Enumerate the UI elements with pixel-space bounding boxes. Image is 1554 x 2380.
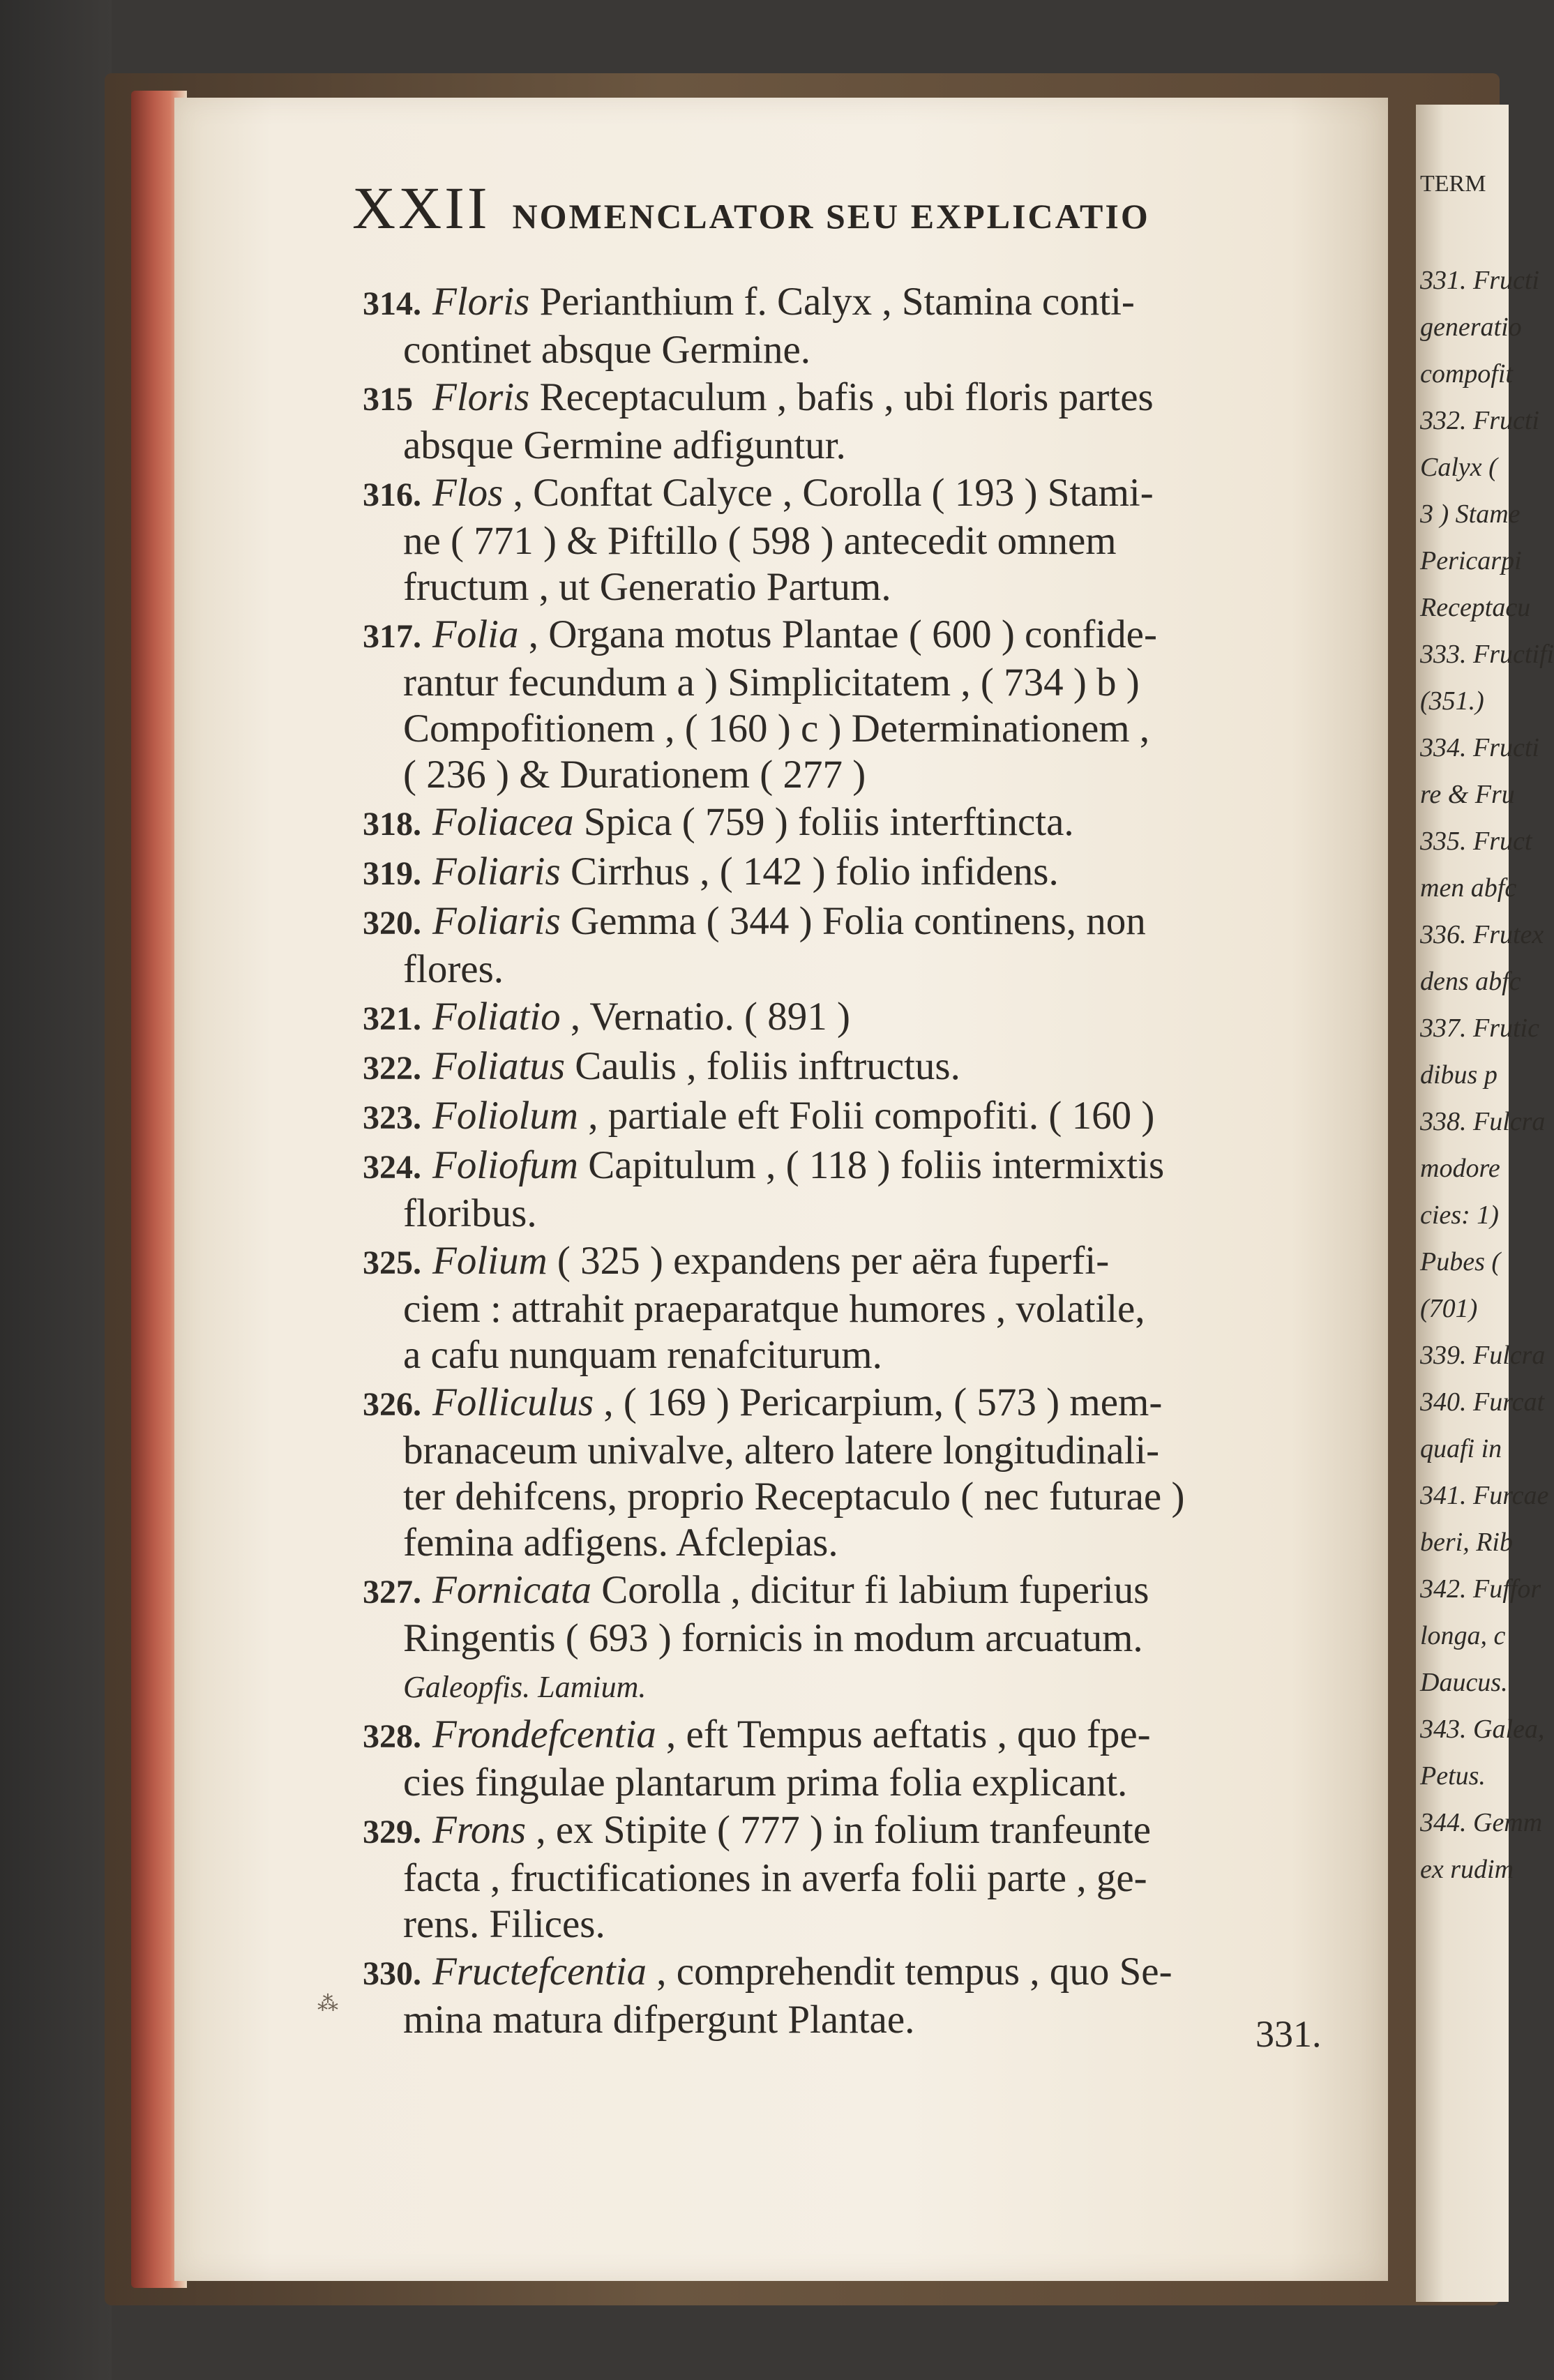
entry-term: Floris bbox=[432, 375, 530, 419]
entry-text: cies fingulae plantarum prima folia explicant. bbox=[403, 1761, 1128, 1805]
facing-page-line: 340. Furcat bbox=[1420, 1387, 1545, 1417]
entry-line bbox=[363, 279, 1339, 327]
entry-text: Floris Receptaculum , bafis , ubi floris partes bbox=[432, 375, 1154, 419]
running-title: NOMENCLATOR SEU EXPLICATIO bbox=[512, 197, 1150, 236]
glossary-entry bbox=[363, 1949, 1339, 2043]
entry-line bbox=[363, 994, 1339, 1042]
entry-term: Frondefcentia bbox=[432, 1712, 656, 1756]
entry-text: flores. bbox=[403, 947, 504, 991]
entry-number: 327. bbox=[363, 1574, 421, 1611]
entry-term: Folia bbox=[432, 612, 519, 656]
entry-term: Foliaris bbox=[432, 899, 561, 943]
entry-text: Floris Perianthium f. Calyx , Stamina conti- bbox=[432, 280, 1135, 324]
facing-page-line: 341. Furcae bbox=[1420, 1481, 1549, 1510]
facing-page-line: 332. Fructi bbox=[1420, 406, 1539, 435]
entry-text: continet absque Germine. bbox=[403, 328, 811, 372]
facing-page-line: cies: 1) bbox=[1420, 1200, 1499, 1230]
entry-number: 319. bbox=[363, 855, 421, 892]
facing-page-line: Pubes ( bbox=[1420, 1247, 1501, 1276]
entry-text: Foliatio , Vernatio. ( 891 ) bbox=[432, 995, 850, 1039]
facing-page-line: 344. Gemm bbox=[1420, 1808, 1543, 1837]
entry-text: Frons , ex Stipite ( 777 ) in folium tranfeunte bbox=[432, 1808, 1152, 1852]
entry-line bbox=[363, 1474, 1339, 1520]
entry-line bbox=[363, 1949, 1339, 1997]
entry-line bbox=[363, 1855, 1339, 1901]
facing-page-line: men abfc bbox=[1420, 873, 1517, 903]
entry-term: Foliofum bbox=[432, 1143, 578, 1187]
glossary-entry bbox=[363, 1807, 1339, 1948]
glossary-entry bbox=[363, 849, 1339, 897]
facing-page-line: ex rudim bbox=[1420, 1855, 1514, 1884]
entry-text: Foliatus Caulis , foliis inftructus. bbox=[432, 1044, 960, 1088]
entry-line bbox=[363, 1760, 1339, 1806]
glossary-entry bbox=[363, 1238, 1339, 1378]
entry-line bbox=[363, 1093, 1339, 1141]
facing-page-line: compofit bbox=[1420, 359, 1513, 389]
entry-text: Foliaris Gemma ( 344 ) Folia continens, non bbox=[432, 899, 1146, 943]
entry-text: Galeopfis. Lamium. bbox=[403, 1670, 647, 1704]
glossary-entry bbox=[363, 1093, 1339, 1141]
facing-page-line: 3 ) Stame bbox=[1420, 499, 1521, 529]
glossary-entry bbox=[363, 279, 1339, 373]
facing-page-line: 342. Fuffor bbox=[1420, 1574, 1541, 1604]
facing-page-line: 343. Galea, bbox=[1420, 1715, 1545, 1744]
entry-text: Folia , Organa motus Plantae ( 600 ) confide- bbox=[432, 612, 1157, 656]
facing-page-line: quafi in bbox=[1420, 1434, 1502, 1463]
glossary-entry bbox=[363, 1143, 1339, 1237]
entry-line bbox=[363, 1428, 1339, 1474]
entry-line bbox=[363, 518, 1339, 564]
entry-number: 320. bbox=[363, 905, 421, 942]
entry-number: 329. bbox=[363, 1814, 421, 1851]
entry-number: 324. bbox=[363, 1149, 421, 1186]
entry-text: Fornicata Corolla , dicitur fi labium fuperius bbox=[432, 1568, 1149, 1612]
glossary-entry bbox=[363, 799, 1339, 848]
entry-number: 321. bbox=[363, 1000, 421, 1037]
entry-number: 328. bbox=[363, 1718, 421, 1755]
entry-number: 326. bbox=[363, 1386, 421, 1423]
entry-line bbox=[363, 1238, 1339, 1286]
entry-number: 318. bbox=[363, 806, 421, 843]
entry-text: Foliolum , partiale eft Folii compofiti. ( 160 ) bbox=[432, 1094, 1155, 1138]
entry-text: absque Germine adfiguntur. bbox=[403, 423, 846, 467]
entry-line bbox=[363, 660, 1339, 706]
facing-page-line: 333. Fructifi bbox=[1420, 640, 1554, 669]
facing-page-line: 335. Fruct bbox=[1420, 827, 1532, 856]
entry-number: 314. bbox=[363, 285, 421, 322]
facing-page-line: (351.) bbox=[1420, 686, 1484, 716]
entry-line bbox=[363, 1901, 1339, 1948]
entry-term: Floris bbox=[432, 280, 530, 324]
facing-page-line: 334. Fructi bbox=[1420, 733, 1539, 762]
facing-page-line: 338. Fulcra bbox=[1420, 1107, 1546, 1136]
entry-text: fructum , ut Generatio Partum. bbox=[403, 565, 891, 609]
entry-term: Foliatus bbox=[432, 1044, 566, 1088]
entry-text: ( 236 ) & Durationem ( 277 ) bbox=[403, 753, 866, 797]
entry-line bbox=[363, 1712, 1339, 1760]
entry-text: floribus. bbox=[403, 1191, 537, 1235]
entry-line bbox=[363, 423, 1339, 469]
facing-page-line: dibus p bbox=[1420, 1060, 1498, 1090]
facing-page-line: Calyx ( bbox=[1420, 453, 1498, 482]
entry-number: 323. bbox=[363, 1099, 421, 1136]
facing-page-line: 337. Frutic bbox=[1420, 1014, 1539, 1043]
facing-page-line: Petus. bbox=[1420, 1761, 1486, 1791]
entry-term: Fructefcentia bbox=[432, 1950, 647, 1994]
entry-number: 325. bbox=[363, 1244, 421, 1281]
facing-page-header: TERM bbox=[1420, 171, 1486, 197]
glossary-entry bbox=[363, 898, 1339, 993]
printer-mark: ⁂ bbox=[317, 1992, 338, 2015]
entry-text: a cafu nunquam renafciturum. bbox=[403, 1333, 882, 1377]
facing-page-line: Receptacu bbox=[1420, 593, 1531, 622]
entry-term: Foliacea bbox=[432, 800, 574, 844]
page-header bbox=[352, 173, 1150, 243]
entry-line bbox=[363, 327, 1339, 373]
entry-text: Foliofum Capitulum , ( 118 ) foliis intermixtis bbox=[432, 1143, 1165, 1187]
entry-text: Folium ( 325 ) expandens per aëra fuperfi- bbox=[432, 1239, 1110, 1283]
facing-page-line: re & Fru bbox=[1420, 780, 1515, 809]
entry-text: Foliaris Cirrhus , ( 142 ) folio infidens. bbox=[432, 850, 1059, 894]
background bbox=[0, 0, 112, 2380]
glossary-entry bbox=[363, 1567, 1339, 1710]
entry-text: facta , fructificationes in averfa folii parte , ge- bbox=[403, 1856, 1147, 1900]
entry-line bbox=[363, 1332, 1339, 1378]
entry-number: 330. bbox=[363, 1955, 421, 1992]
entry-line bbox=[363, 470, 1339, 518]
entry-line bbox=[363, 1044, 1339, 1092]
entry-text: Ringentis ( 693 ) fornicis in modum arcuatum. bbox=[403, 1616, 1143, 1660]
entry-number: 316. bbox=[363, 476, 421, 513]
entry-line bbox=[363, 947, 1339, 993]
facing-page-line: Pericarpi bbox=[1420, 546, 1522, 575]
entry-line bbox=[363, 1997, 1339, 2043]
facing-page-fragment bbox=[1416, 105, 1554, 2302]
entry-line bbox=[363, 1191, 1339, 1237]
facing-page-line: 336. Frutex bbox=[1420, 920, 1544, 949]
entry-line bbox=[363, 1286, 1339, 1332]
entry-text: branaceum univalve, altero latere longitudinali- bbox=[403, 1429, 1160, 1473]
catchword: 331. bbox=[1255, 2013, 1322, 2055]
entry-text: Foliacea Spica ( 759 ) foliis interftincta. bbox=[432, 800, 1074, 844]
entry-line bbox=[363, 898, 1339, 947]
facing-page-line: 331. Fructi bbox=[1420, 266, 1539, 295]
entry-line bbox=[363, 1143, 1339, 1191]
entry-term: Fornicata bbox=[432, 1568, 591, 1612]
entry-line bbox=[363, 375, 1339, 423]
entry-line bbox=[363, 612, 1339, 660]
entry-term: Folliculus bbox=[432, 1380, 594, 1424]
entry-text: rens. Filices. bbox=[403, 1902, 605, 1946]
entry-term: Foliolum bbox=[432, 1094, 578, 1138]
entry-line bbox=[363, 564, 1339, 610]
entry-text: mina matura difpergunt Plantae. bbox=[403, 1998, 915, 2042]
entry-line bbox=[363, 1662, 1339, 1710]
entry-text: rantur fecundum a ) Simplicitatem , ( 734 ) b ) bbox=[403, 661, 1140, 705]
glossary-entries bbox=[363, 279, 1339, 2044]
entry-text: Frondefcentia , eft Tempus aeftatis , quo fpe- bbox=[432, 1712, 1151, 1756]
entry-text: Fructefcentia , comprehendit tempus , quo Se- bbox=[432, 1950, 1172, 1994]
glossary-entry bbox=[363, 470, 1339, 610]
entry-text: ne ( 771 ) & Piftillo ( 598 ) antecedit omnem bbox=[403, 519, 1117, 563]
entry-number: 317. bbox=[363, 618, 421, 655]
facing-page-line: modore bbox=[1420, 1154, 1500, 1183]
facing-page-line: dens abfc bbox=[1420, 967, 1521, 996]
entry-text: Folliculus , ( 169 ) Pericarpium, ( 573 ) mem- bbox=[432, 1380, 1163, 1424]
glossary-entry bbox=[363, 1712, 1339, 1806]
facing-page-line: 339. Fulcra bbox=[1420, 1341, 1546, 1370]
entry-text: femina adfigens. Afclepias. bbox=[403, 1521, 838, 1565]
glossary-entry bbox=[363, 612, 1339, 798]
facing-page-line: Daucus. bbox=[1420, 1668, 1508, 1697]
entry-line bbox=[363, 1520, 1339, 1566]
facing-page-line: generatio bbox=[1420, 312, 1522, 342]
facing-page-line: (701) bbox=[1420, 1294, 1478, 1323]
entry-line bbox=[363, 849, 1339, 897]
entry-number: 322. bbox=[363, 1050, 421, 1087]
entry-line bbox=[363, 752, 1339, 798]
glossary-entry bbox=[363, 1044, 1339, 1092]
entry-line bbox=[363, 1615, 1339, 1662]
entry-line bbox=[363, 1567, 1339, 1615]
glossary-entry bbox=[363, 1380, 1339, 1566]
entry-term: Foliatio bbox=[432, 995, 561, 1039]
entry-text: ter dehifcens, proprio Receptaculo ( nec futurae ) bbox=[403, 1475, 1185, 1519]
facing-page-line: longa, c bbox=[1420, 1621, 1506, 1650]
facing-page-line: beri, Rib bbox=[1420, 1528, 1513, 1557]
entry-number: 315 bbox=[363, 381, 413, 418]
page-number: XXII bbox=[352, 174, 490, 241]
entry-text: Flos , Conftat Calyce , Corolla ( 193 ) Stami- bbox=[432, 471, 1154, 515]
entry-line bbox=[363, 1380, 1339, 1428]
entry-term: Frons bbox=[432, 1808, 527, 1852]
entry-line bbox=[363, 799, 1339, 848]
entry-line bbox=[363, 1807, 1339, 1855]
entry-text: Compofitionem , ( 160 ) c ) Determinationem , bbox=[403, 707, 1150, 751]
entry-text: ciem : attrahit praeparatque humores , volatile, bbox=[403, 1287, 1145, 1331]
entry-term: Flos bbox=[432, 471, 504, 515]
entry-line bbox=[363, 706, 1339, 752]
entry-term: Foliaris bbox=[432, 850, 561, 894]
glossary-entry bbox=[363, 994, 1339, 1042]
entry-term: Folium bbox=[432, 1239, 548, 1283]
glossary-entry bbox=[363, 375, 1339, 469]
